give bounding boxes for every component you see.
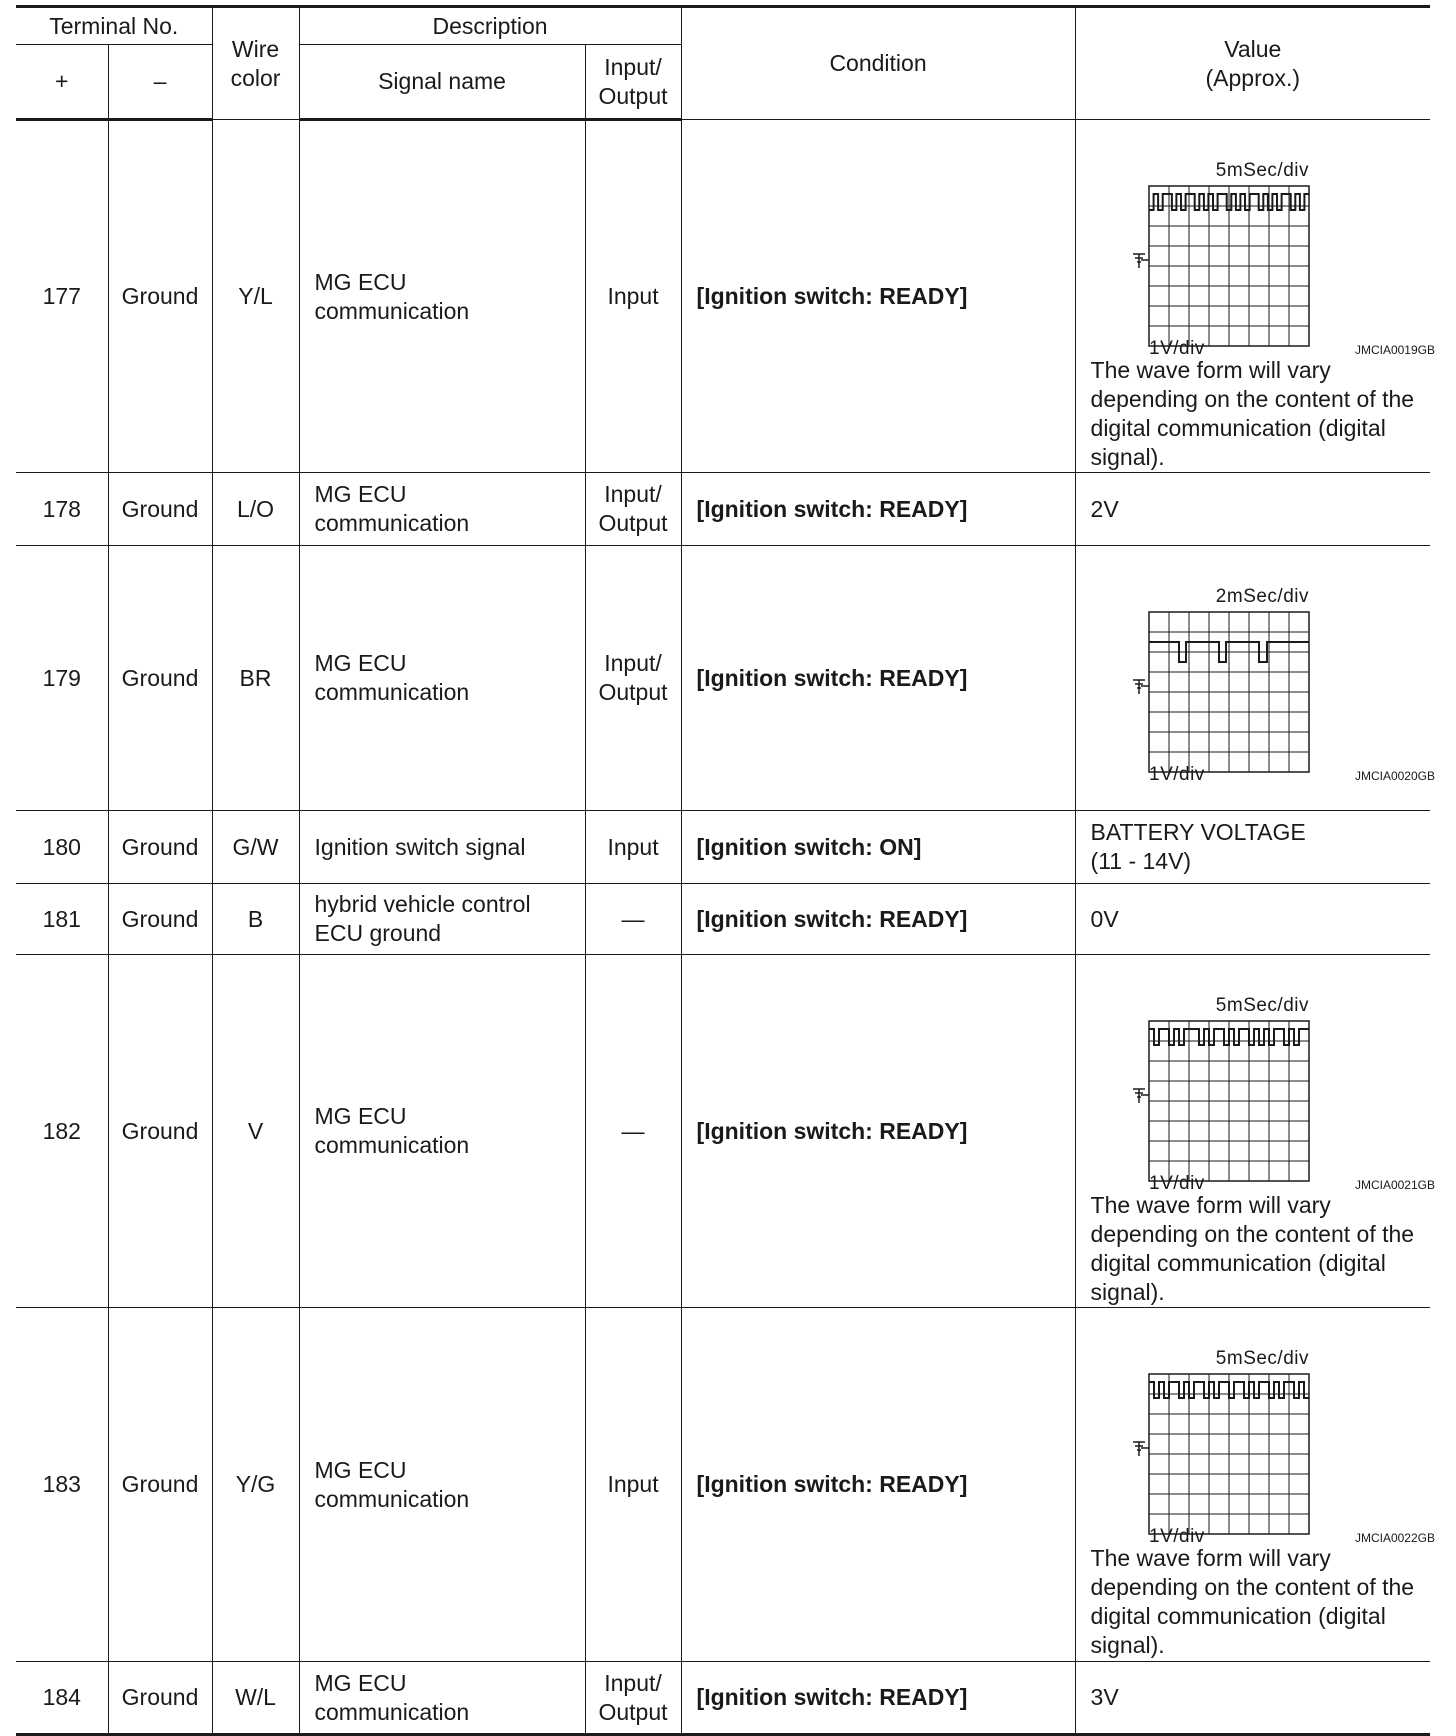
signal-name-cell-text: MG ECU communication [314,481,470,536]
wire-color-cell-text: L/O [236,495,275,522]
terminal-minus-cell [108,884,212,955]
signal-name-cell-text: MG ECU communication [314,1669,470,1725]
ground-symbol-icon [1133,254,1149,268]
wire-color-cell [212,1662,299,1735]
time-div-label: 5mSec/div [1215,1348,1309,1369]
terminal-plus-cell [16,811,108,884]
signal-name-cell [299,1662,585,1735]
terminal-plus-cell-text: 179 [42,664,81,691]
ground-symbol-icon [1133,1089,1149,1103]
terminal-plus-cell [16,546,108,811]
table-row [16,546,1430,811]
wire-color-cell-text: BR [239,664,272,691]
value-cell [1075,1662,1430,1735]
condition-cell [681,546,1075,811]
value-text: 0V [1090,905,1119,932]
input-output-cell [585,811,681,884]
input-output-cell-text: Input/ Output [598,481,668,536]
terminal-plus-cell-text: 184 [42,1684,81,1710]
terminal-minus-cell-text: Ground [121,1684,199,1710]
terminal-minus-cell [108,473,212,546]
table-row [16,884,1430,955]
header-terminal-no: Terminal No. [16,7,212,45]
header-wire-color-label: Wire color [230,35,281,91]
volt-div-label: 1V/div [1148,1173,1205,1191]
header-plus: + [16,45,108,120]
table-row [16,1308,1430,1662]
signal-name-cell [299,120,585,473]
ground-symbol-icon [1133,680,1149,694]
terminal-plus-cell-text: 178 [42,495,81,522]
figure-code-label: JMCIA0021GB [1354,1178,1435,1191]
value-text: BATTERY VOLTAGE (11 - 14V) [1090,819,1306,874]
ground-symbol-icon [1133,1442,1149,1456]
waveform-note: The wave form will vary depending on the content of the digital communication (digital signal). [1090,357,1415,470]
input-output-cell-text: Input [607,1471,659,1497]
input-output-cell [585,120,681,473]
terminal-plus-cell [16,1308,108,1662]
condition-cell [681,120,1075,473]
waveform-note: The wave form will vary depending on the content of the digital communication (digital signal). [1090,1192,1415,1305]
terminal-plus-cell-text: 183 [42,1471,81,1497]
wire-color-cell-text: Y/G [235,1471,276,1497]
input-output-cell [585,955,681,1308]
wire-color-cell-text: B [247,905,264,932]
table-row [16,1662,1430,1735]
terminal-minus-cell [108,811,212,884]
value-cell [1075,811,1430,884]
scope-figure [1091,158,1437,356]
header-value [1075,7,1430,120]
signal-name-cell-text: Ignition switch signal [314,833,526,860]
oscilloscope-graph [1091,584,1437,782]
terminal-plus-cell [16,884,108,955]
terminal-minus-cell [108,1662,212,1735]
header-description: Description [299,7,681,45]
terminal-minus-cell-text: Ground [121,1471,199,1497]
condition-cell-text: [Ignition switch: READY] [696,495,968,522]
terminal-plus-cell [16,120,108,473]
header-input-output [585,45,681,120]
table-row [16,120,1430,473]
input-output-cell-text: Input/ Output [598,1669,668,1725]
terminal-table [16,5,1435,1736]
wire-color-cell-text: V [247,1117,264,1144]
value-cell [1075,955,1435,1308]
volt-div-label: 1V/div [1148,764,1205,782]
wire-color-cell [212,473,299,546]
condition-cell [681,1308,1075,1662]
input-output-cell [585,546,681,811]
terminal-minus-cell [108,1308,212,1662]
oscilloscope-graph [1091,1346,1437,1544]
terminal-minus-cell [108,546,212,811]
value-cell [1075,884,1430,955]
condition-cell [681,473,1075,546]
time-div-label: 5mSec/div [1215,160,1309,181]
condition-cell-text: [Ignition switch: READY] [696,282,968,309]
condition-cell-text: [Ignition switch: READY] [696,1684,968,1710]
signal-name-cell-text: MG ECU communication [314,1456,470,1512]
condition-cell-text: [Ignition switch: READY] [696,1117,968,1144]
value-cell [1075,473,1430,546]
input-output-cell-text: Input [607,833,659,860]
signal-name-cell [299,546,585,811]
condition-cell [681,811,1075,884]
oscilloscope-graph [1091,158,1437,356]
scope-figure [1091,1346,1437,1544]
input-output-cell-text: Input/ Output [598,650,668,705]
table-row [16,811,1430,884]
terminal-plus-cell [16,955,108,1308]
wire-color-cell [212,546,299,811]
terminal-plus-cell-text: 182 [42,1117,81,1144]
wire-color-cell [212,955,299,1308]
input-output-cell [585,473,681,546]
value-cell [1075,120,1435,473]
terminal-minus-cell-text: Ground [121,905,199,932]
scope-grid [1149,612,1309,772]
wire-color-cell-text: G/W [232,833,279,860]
scope-figure [1091,584,1437,782]
signal-name-cell-text: MG ECU communication [314,650,470,705]
figure-code-label: JMCIA0020GB [1354,769,1435,782]
terminal-plus-cell [16,1662,108,1735]
condition-cell-text: [Ignition switch: READY] [696,905,968,932]
terminal-plus-cell-text: 181 [42,905,81,932]
volt-div-label: 1V/div [1148,338,1205,356]
signal-name-cell [299,884,585,955]
terminal-minus-cell-text: Ground [121,664,199,691]
header-input-output-label: Input/ Output [598,53,668,109]
value-cell [1075,1308,1435,1662]
oscilloscope-graph [1091,993,1437,1191]
wire-color-cell [212,120,299,473]
input-output-cell [585,884,681,955]
value-cell [1075,546,1435,811]
time-div-label: 5mSec/div [1215,995,1309,1016]
wire-color-cell [212,884,299,955]
input-output-cell-text: — [621,905,645,932]
waveform-note: The wave form will vary depending on the content of the digital communication (digital signal). [1090,1545,1415,1658]
terminal-minus-cell [108,120,212,473]
terminal-minus-cell [108,955,212,1308]
signal-name-cell-text: MG ECU communication [314,1103,470,1158]
condition-cell-text: [Ignition switch: ON] [696,833,922,860]
value-text: 2V [1090,495,1119,522]
terminal-plus-cell-text: 177 [42,283,81,309]
signal-name-cell [299,811,585,884]
wire-color-cell-text: W/L [235,1684,276,1710]
wire-color-cell-text: Y/L [238,282,273,309]
terminal-minus-cell-text: Ground [121,1117,199,1144]
condition-cell-text: [Ignition switch: READY] [696,1471,968,1497]
value-text: 3V [1090,1684,1119,1710]
header-value-label: Value (Approx.) [1205,35,1301,91]
signal-name-cell [299,1308,585,1662]
waveform-trace [1149,1029,1309,1045]
header-minus: – [108,45,212,120]
terminal-minus-cell-text: Ground [121,283,199,309]
signal-name-cell [299,473,585,546]
terminal-minus-cell-text: Ground [121,833,199,860]
scope-figure [1091,993,1437,1191]
header-row-1 [16,7,1430,45]
terminal-plus-cell-text: 180 [42,833,81,860]
terminal-minus-cell-text: Ground [121,495,199,522]
signal-name-cell-text: hybrid vehicle control ECU ground [314,891,531,946]
figure-code-label: JMCIA0019GB [1354,343,1435,356]
input-output-cell [585,1662,681,1735]
header-signal-name: Signal name [299,45,585,120]
table-row [16,473,1430,546]
table-row [16,955,1430,1308]
condition-cell [681,955,1075,1308]
time-div-label: 2mSec/div [1215,586,1309,607]
input-output-cell [585,1308,681,1662]
waveform-trace [1149,1382,1309,1398]
signal-name-cell-text: MG ECU communication [314,268,470,324]
header-wire-color [212,7,299,120]
signal-name-cell [299,955,585,1308]
volt-div-label: 1V/div [1148,1526,1205,1544]
figure-code-label: JMCIA0022GB [1354,1531,1435,1544]
condition-cell [681,884,1075,955]
terminal-plus-cell [16,473,108,546]
wire-color-cell [212,1308,299,1662]
condition-cell-text: [Ignition switch: READY] [696,664,968,691]
condition-cell [681,1662,1075,1735]
header-condition: Condition [681,7,1075,120]
wire-color-cell [212,811,299,884]
input-output-cell-text: — [621,1117,645,1144]
input-output-cell-text: Input [607,283,659,309]
